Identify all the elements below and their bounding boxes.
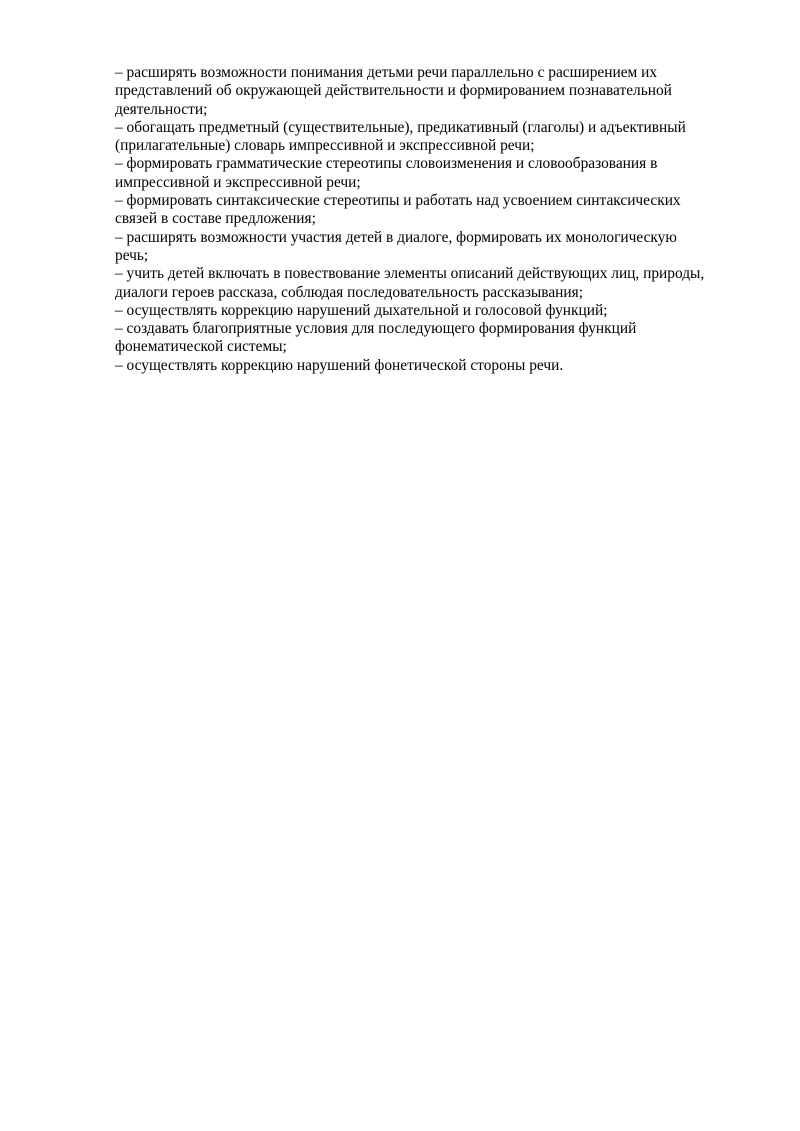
text-line: – создавать благоприятные условия для последующего формирования функций (115, 320, 637, 338)
text-line: – расширять возможности участия детей в диалоге, формировать их монологическую (115, 228, 677, 246)
text-line: импрессивной и экспрессивной речи; (115, 173, 361, 191)
body-text (115, 64, 745, 375)
text-line: – формировать синтаксические стереотипы и работать над усвоением синтаксических (115, 192, 681, 210)
text-line: – учить детей включать в повествование элементы описаний действующих лиц, природы, (115, 265, 705, 283)
text-line: – осуществлять коррекцию нарушений дыхательной и голосовой функций; (115, 301, 608, 319)
text-line: представлений об окружающей действительности и формированием познавательной (115, 82, 672, 100)
text-line: фонематической системы; (115, 338, 287, 356)
text-line: диалоги героев рассказа, соблюдая последовательность рассказывания; (115, 283, 583, 301)
text-line: – расширять возможности понимания детьми речи параллельно с расширением их (115, 64, 658, 81)
text-line: деятельности; (115, 100, 208, 118)
text-line: (прилагательные) словарь импрессивной и экспрессивной речи; (115, 137, 535, 155)
text-line: речь; (115, 246, 149, 264)
text-line: – осуществлять коррекцию нарушений фонетической стороны речи. (115, 356, 564, 374)
text-line: – формировать грамматические стереотипы словоизменения и словообразования в (115, 155, 658, 173)
text-line: связей в составе предложения; (115, 210, 316, 228)
text-line: – обогащать предметный (существительные), предикативный (глаголы) и адъективный (115, 118, 686, 136)
